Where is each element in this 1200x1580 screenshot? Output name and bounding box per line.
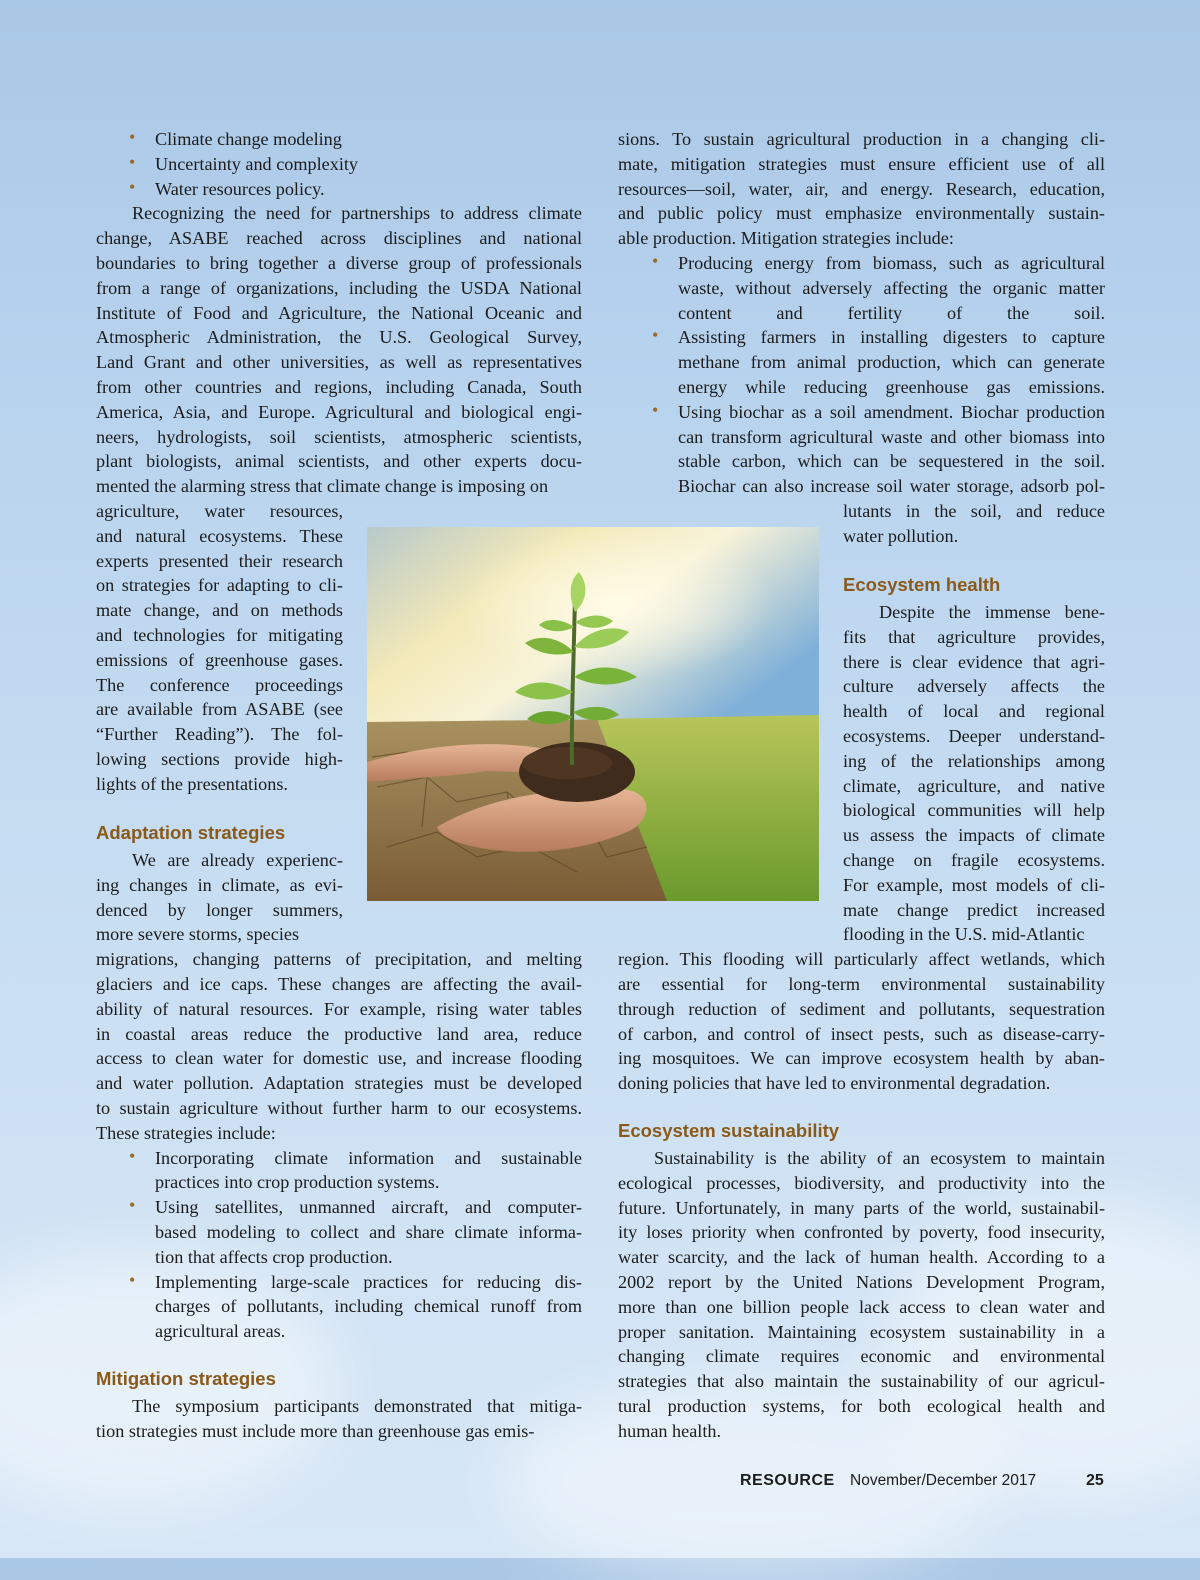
body-text: fits that agriculture provides,	[843, 626, 1105, 647]
body-text: glaciers and ice caps. These changes are affecting the avail-	[96, 974, 582, 994]
bullet-marker: •	[129, 176, 136, 197]
body-text: and technologies for mitigating	[96, 625, 343, 645]
body-text: health of local and regional	[843, 701, 1105, 722]
bullet-item: Using biochar as a soil amendment. Biochar production	[678, 401, 1105, 422]
body-text: plant biologists, animal scientists, and other experts docu-	[96, 451, 582, 472]
body-text: biological communities will help	[843, 800, 1105, 821]
body-text: change, ASABE reached across disciplines and national	[96, 228, 582, 249]
body-text: Recognizing the need for partnerships to address climate	[132, 203, 582, 224]
body-text: proper sanitation. Maintaining ecosystem sustainability in a	[618, 1321, 1105, 1342]
body-text: experts presented their research	[96, 550, 343, 571]
body-text: Sustainability is the ability of an ecosystem to maintain	[654, 1148, 1105, 1168]
bullet-item: lutants in the soil, and reduce	[843, 501, 1105, 521]
bullet-marker: •	[129, 1145, 136, 1166]
bullet-marker: •	[129, 151, 136, 172]
body-text: 2002 report by the United Nations Development Program,	[618, 1272, 1105, 1292]
body-text: change on fragile ecosystems.	[843, 850, 1105, 870]
bullet-item: Biochar can also increase soil water storage, adsorb pol-	[678, 476, 1105, 497]
body-text: ecosystems. Deeper understand-	[843, 726, 1105, 746]
body-text: changing climate requires economic and environmental	[618, 1346, 1105, 1367]
body-text: doning policies that have led to environmental degradation.	[618, 1073, 1051, 1094]
body-text: mate change, and on methods	[96, 600, 343, 621]
body-text: Land Grant and other universities, as well as representatives	[96, 352, 582, 373]
body-text: neers, hydrologists, soil scientists, atmospheric scientists,	[96, 426, 582, 447]
body-text: and natural ecosystems. These	[96, 525, 343, 546]
bullet-item: charges of pollutants, including chemical runoff from	[155, 1296, 582, 1317]
body-text: ity loses priority when confronted by poverty, food insecurity,	[618, 1222, 1105, 1243]
body-text: tural production systems, for both ecological health and	[618, 1396, 1105, 1416]
body-text: region. This flooding will particularly affect wetlands, which	[618, 949, 1105, 970]
bullet-item: Implementing large-scale practices for reducing dis-	[155, 1271, 582, 1292]
body-text: are essential for long-term environmental sustainability	[618, 974, 1105, 994]
body-text: climate, agriculture, and native	[843, 775, 1105, 796]
body-text: We are already experienc-	[132, 850, 343, 870]
body-text: are available from ASABE (see	[96, 699, 343, 720]
body-text: there is clear evidence that agri-	[843, 651, 1105, 672]
body-text: These strategies include:	[96, 1122, 276, 1143]
body-text: future. Unfortunately, in many parts of the world, sustainabil-	[618, 1197, 1105, 1218]
body-text: agriculture, water resources,	[96, 501, 343, 521]
heading-ecosystem-health: Ecosystem health	[843, 574, 1001, 595]
body-text: more severe storms, species	[96, 924, 300, 945]
footer-page-number: 25	[1086, 1472, 1104, 1489]
body-text: human health.	[618, 1420, 722, 1441]
body-text: and water pollution. Adaptation strategies must be developed	[96, 1073, 582, 1094]
bullet-item: waste, without adversely affecting the organic matter	[678, 277, 1105, 298]
bullet-item: agricultural areas.	[155, 1321, 286, 1342]
body-text: through reduction of sediment and pollutants, sequestration	[618, 998, 1105, 1019]
bullet-marker: •	[129, 1195, 136, 1216]
body-text: America, Asia, and Europe. Agricultural and biological engi-	[96, 401, 582, 422]
body-text: strategies that also maintain the sustainability of our agricul-	[618, 1371, 1105, 1392]
body-text: us assess the impacts of climate	[843, 825, 1105, 846]
body-text: of carbon, and control of insect pests, such as disease-carry-	[618, 1023, 1105, 1044]
body-text: mate, mitigation strategies must ensure efficient use of all	[618, 153, 1105, 174]
body-text: ability of natural resources. For example, rising water tables	[96, 998, 582, 1019]
bullet-marker: •	[652, 251, 659, 271]
body-text: mate change predict increased	[843, 899, 1105, 920]
bullet-item: stable carbon, which can be sequestered in the soil.	[678, 451, 1105, 472]
bullet-item: Water resources policy.	[155, 178, 325, 199]
heading-mitigation-strategies: Mitigation strategies	[96, 1368, 276, 1389]
body-text: in coastal areas reduce the productive land area, reduce	[96, 1023, 582, 1044]
bullet-item: Uncertainty and complexity	[155, 153, 359, 174]
body-text: tion strategies must include more than greenhouse gas emis-	[96, 1420, 535, 1441]
body-text: The symposium participants demonstrated that mitiga-	[132, 1396, 582, 1416]
body-text: flooding in the U.S. mid-Atlantic	[843, 924, 1085, 945]
bullet-item: tion that affects crop production.	[155, 1246, 393, 1267]
body-text: access to clean water for domestic use, and increase flooding	[96, 1048, 582, 1069]
body-text: from a range of organizations, including the USDA National	[96, 277, 582, 298]
bullet-item: Assisting farmers in installing digesters to capture	[678, 327, 1105, 348]
body-text: Institute of Food and Agriculture, the National Oceanic and	[96, 302, 582, 323]
body-text: Atmospheric Administration, the U.S. Geological Survey,	[96, 327, 582, 348]
body-text: migrations, changing patterns of precipitation, and melting	[96, 949, 582, 970]
body-text: to sustain agriculture without further harm to our ecosystems.	[96, 1098, 582, 1118]
bullet-marker: •	[129, 127, 136, 147]
body-text: emissions of greenhouse gases.	[96, 649, 343, 670]
body-text: denced by longer summers,	[96, 899, 343, 920]
body-text: ing of the relationships among	[843, 750, 1105, 771]
bullet-item: content and fertility of the soil.	[678, 302, 1105, 323]
body-text: boundaries to bring together a diverse group of professionals	[96, 253, 582, 273]
bullet-item: energy while reducing greenhouse gas emissions.	[678, 377, 1105, 397]
bullet-item: methane from animal production, which can generate	[678, 352, 1105, 373]
body-text: mented the alarming stress that climate change is imposing on	[96, 476, 549, 497]
body-text: more than one billion people lack access to clean water and	[618, 1296, 1105, 1317]
footer-issue-date: November/December 2017	[850, 1472, 1037, 1489]
body-text: For example, most models of cli-	[843, 874, 1105, 895]
bullet-item: Using satellites, unmanned aircraft, and computer-	[155, 1197, 582, 1218]
bullet-item: water pollution.	[843, 525, 959, 546]
body-text: Despite the immense bene-	[879, 602, 1105, 622]
bullet-item: Producing energy from biomass, such as agricultural	[678, 253, 1105, 273]
body-text: lowing sections provide high-	[96, 749, 343, 769]
footer-magazine-name: RESOURCE	[740, 1472, 835, 1489]
bullet-marker: •	[652, 399, 659, 420]
seedling-photo	[367, 527, 819, 901]
body-text: “Further Reading”). The fol-	[96, 724, 343, 745]
bullet-item: can transform agricultural waste and other biomass into	[678, 426, 1105, 447]
body-text: ecological processes, biodiversity, and productivity into the	[618, 1172, 1105, 1193]
body-text: culture adversely affects the	[843, 676, 1105, 697]
body-text: lights of the presentations.	[96, 773, 288, 794]
body-text: ing changes in climate, as evi-	[96, 874, 343, 895]
body-text: sions. To sustain agricultural production in a changing cli-	[618, 129, 1105, 149]
body-text: ing mosquitoes. We can improve ecosystem health by aban-	[618, 1048, 1105, 1069]
bullet-item: Climate change modeling	[155, 129, 342, 149]
body-text: and public policy must emphasize environmentally sustain-	[618, 203, 1105, 224]
bullet-marker: •	[652, 325, 659, 346]
bullet-item: Incorporating climate information and sustainable	[155, 1147, 582, 1168]
body-text: on strategies for adapting to cli-	[96, 575, 343, 596]
heading-adaptation-strategies: Adaptation strategies	[96, 822, 286, 843]
bullet-item: based modeling to collect and share climate informa-	[155, 1222, 582, 1242]
body-text: The conference proceedings	[96, 674, 343, 695]
heading-ecosystem-sustainability: Ecosystem sustainability	[618, 1120, 840, 1141]
body-text: from other countries and regions, including Canada, South	[96, 377, 582, 397]
body-text: able production. Mitigation strategies include:	[618, 228, 954, 249]
body-text: water scarcity, and the lack of human health. According to a	[618, 1247, 1105, 1268]
body-text: resources—soil, water, air, and energy. Research, education,	[618, 178, 1105, 199]
bullet-item: practices into crop production systems.	[155, 1172, 440, 1193]
bullet-marker: •	[129, 1269, 136, 1290]
